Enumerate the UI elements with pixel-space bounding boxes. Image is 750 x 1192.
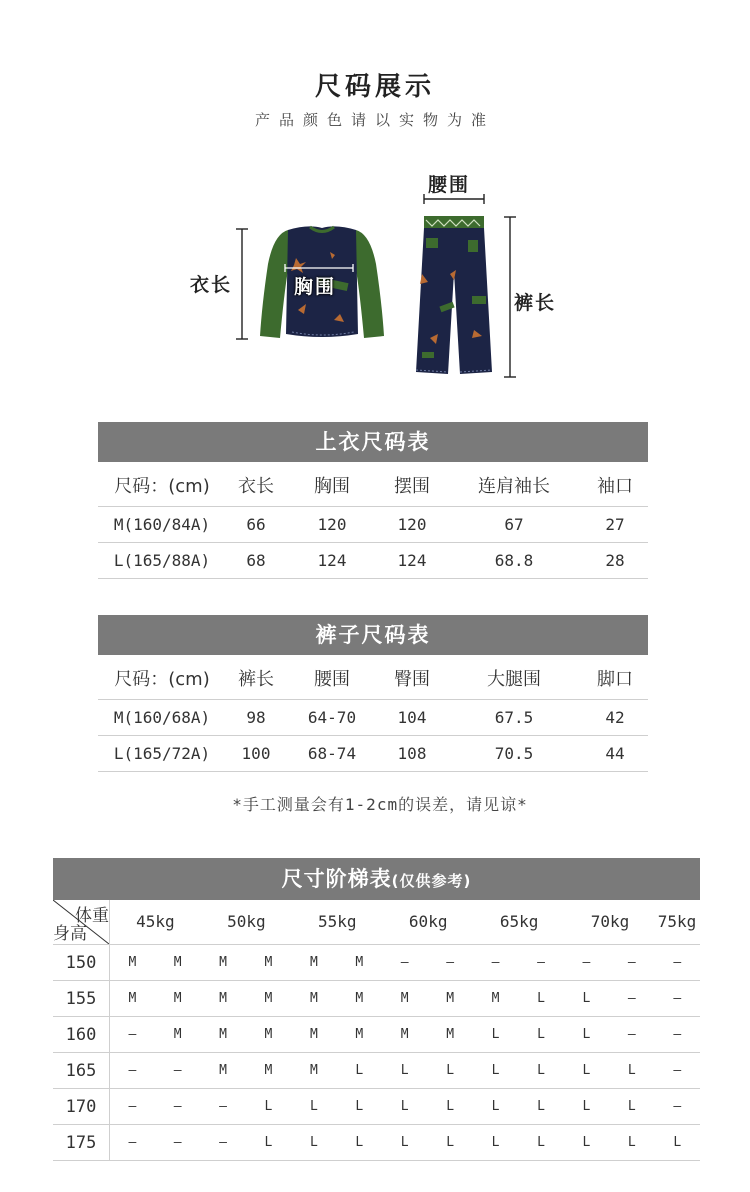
- size-cell: L: [609, 1125, 654, 1161]
- table-cell: 67.5: [446, 700, 582, 736]
- table-row: [98, 507, 648, 543]
- size-cell: M: [291, 1053, 336, 1089]
- page-subtitle: 产品颜色请以实物为准: [254, 111, 495, 129]
- garment-diagram: [0, 160, 750, 390]
- pants-table-title: 裤子尺码表: [98, 615, 648, 655]
- size-cell: M: [155, 981, 200, 1017]
- size-cell: M: [155, 945, 200, 981]
- table-cell: 124: [286, 543, 378, 579]
- size-cell: M: [427, 981, 472, 1017]
- table-cell: 68.8: [446, 543, 582, 579]
- waist-label: 腰围: [428, 174, 471, 196]
- column-header: 大腿围: [446, 657, 582, 700]
- size-cell: L: [609, 1053, 654, 1089]
- height-label: 160: [53, 1017, 109, 1053]
- size-cell: M: [337, 981, 382, 1017]
- table-cell: 44: [582, 736, 648, 772]
- size-cell: M: [246, 981, 291, 1017]
- column-header: 袖口: [582, 464, 648, 507]
- size-cell: –: [109, 1125, 154, 1161]
- size-cell: L: [427, 1125, 472, 1161]
- size-cell: M: [246, 1017, 291, 1053]
- size-cell: L: [246, 1089, 291, 1125]
- size-cell: L: [609, 1089, 654, 1125]
- height-label: 155: [53, 981, 109, 1017]
- column-header: 尺码：(cm): [98, 657, 226, 700]
- size-cell: –: [155, 1053, 200, 1089]
- size-cell: L: [291, 1125, 336, 1161]
- weight-label: 65kg: [499, 912, 539, 931]
- size-cell: M: [427, 1017, 472, 1053]
- table-row: [98, 736, 648, 772]
- table-header-row: [98, 657, 648, 700]
- table-cell: L(165/72A): [98, 736, 226, 772]
- table-cell: 108: [378, 736, 446, 772]
- size-cell: L: [473, 1125, 518, 1161]
- weight-header-row: [53, 900, 700, 945]
- table-row: [53, 1125, 700, 1161]
- table-cell: M(160/84A): [98, 507, 226, 543]
- size-cell: M: [246, 1053, 291, 1089]
- size-cell: –: [655, 945, 700, 981]
- top-table-title: 上衣尺码表: [98, 422, 648, 462]
- size-cell: –: [564, 945, 609, 981]
- size-cell: M: [200, 1017, 245, 1053]
- size-cell: –: [200, 1125, 245, 1161]
- measurement-note: *手工测量会有1-2cm的误差，请见谅*: [232, 795, 528, 814]
- table-cell: 64-70: [286, 700, 378, 736]
- size-cell: L: [427, 1053, 472, 1089]
- size-cell: –: [109, 1089, 154, 1125]
- size-cell: L: [564, 1125, 609, 1161]
- top-length-indicator: [232, 228, 252, 340]
- chest-indicator: [283, 264, 355, 272]
- corner-height-label: 身高: [53, 924, 87, 944]
- ladder-title: 尺寸阶梯表: [281, 867, 392, 891]
- size-cell: –: [473, 945, 518, 981]
- weight-label: 55kg: [318, 912, 357, 931]
- table-row: [53, 1017, 700, 1053]
- size-cell: L: [382, 1089, 427, 1125]
- table-cell: 100: [226, 736, 286, 772]
- table-row: [53, 1089, 700, 1125]
- size-cell: L: [518, 981, 563, 1017]
- size-cell: L: [518, 1089, 563, 1125]
- size-cell: M: [291, 981, 336, 1017]
- corner-weight-label: 体重: [74, 906, 109, 926]
- size-cell: –: [655, 1017, 700, 1053]
- table-row: [53, 945, 700, 981]
- table-cell: M(160/68A): [98, 700, 226, 736]
- size-cell: –: [609, 1017, 654, 1053]
- column-header: 尺码：(cm): [98, 464, 226, 507]
- size-cell: M: [337, 1017, 382, 1053]
- top-length-label: 衣长: [190, 274, 233, 296]
- size-cell: L: [564, 1053, 609, 1089]
- column-header: 裤长: [226, 657, 286, 700]
- table-cell: 70.5: [446, 736, 582, 772]
- table-cell: 68: [226, 543, 286, 579]
- size-cell: –: [200, 1089, 245, 1125]
- size-cell: L: [382, 1125, 427, 1161]
- size-cell: M: [155, 1017, 200, 1053]
- size-cell: L: [473, 1089, 518, 1125]
- size-cell: M: [200, 1053, 245, 1089]
- size-cell: –: [427, 945, 472, 981]
- table-row: [98, 700, 648, 736]
- size-cell: M: [337, 945, 382, 981]
- size-cell: L: [337, 1089, 382, 1125]
- size-cell: L: [518, 1017, 563, 1053]
- size-cell: L: [564, 1089, 609, 1125]
- table-cell: 104: [378, 700, 446, 736]
- table-cell: 120: [378, 507, 446, 543]
- size-cell: –: [109, 1053, 154, 1089]
- column-header: 腰围: [286, 657, 378, 700]
- table-cell: 42: [582, 700, 648, 736]
- table-cell: 98: [226, 700, 286, 736]
- table-cell: 68-74: [286, 736, 378, 772]
- table-cell: 67: [446, 507, 582, 543]
- pants-image: [410, 212, 494, 380]
- size-cell: –: [155, 1089, 200, 1125]
- size-cell: M: [473, 981, 518, 1017]
- ladder-title-bar: [53, 858, 700, 900]
- column-header: 臀围: [378, 657, 446, 700]
- size-cell: L: [246, 1125, 291, 1161]
- size-cell: –: [155, 1125, 200, 1161]
- pants-length-label: 裤长: [514, 292, 557, 314]
- page-title: 尺码展示: [314, 72, 435, 102]
- size-cell: L: [337, 1125, 382, 1161]
- size-cell: M: [109, 981, 154, 1017]
- size-cell: M: [291, 945, 336, 981]
- corner-cell: [53, 900, 109, 945]
- weight-label: 45kg: [136, 912, 175, 931]
- size-cell: L: [427, 1089, 472, 1125]
- column-header: 胸围: [286, 464, 378, 507]
- weight-label: 50kg: [227, 912, 266, 931]
- weight-label: 60kg: [408, 912, 448, 931]
- size-cell: L: [291, 1089, 336, 1125]
- table-header-row: [98, 464, 648, 507]
- weight-labels: [109, 900, 700, 945]
- size-ladder-table: [53, 900, 700, 1161]
- size-cell: M: [382, 1017, 427, 1053]
- size-cell: M: [200, 945, 245, 981]
- table-cell: 120: [286, 507, 378, 543]
- size-cell: M: [246, 945, 291, 981]
- size-cell: L: [655, 1125, 700, 1161]
- table-row: [53, 981, 700, 1017]
- weight-label: 75kg: [657, 912, 697, 931]
- size-cell: M: [109, 945, 154, 981]
- height-label: 150: [53, 945, 109, 981]
- height-label: 165: [53, 1053, 109, 1089]
- ladder-title-note: (仅供参考): [391, 872, 472, 890]
- table-cell: 27: [582, 507, 648, 543]
- size-cell: –: [382, 945, 427, 981]
- size-cell: L: [473, 1053, 518, 1089]
- table-row: [53, 1053, 700, 1089]
- size-cell: L: [518, 1053, 563, 1089]
- chest-label: 胸围: [294, 276, 337, 298]
- size-cell: L: [473, 1017, 518, 1053]
- weight-label: 70kg: [590, 912, 630, 931]
- size-cell: M: [291, 1017, 336, 1053]
- table-cell: 66: [226, 507, 286, 543]
- table-cell: 28: [582, 543, 648, 579]
- top-size-table: [98, 464, 648, 579]
- height-label: 170: [53, 1089, 109, 1125]
- size-cell: –: [655, 1089, 700, 1125]
- size-cell: L: [337, 1053, 382, 1089]
- column-header: 衣长: [226, 464, 286, 507]
- height-label: 175: [53, 1125, 109, 1161]
- size-cell: –: [609, 945, 654, 981]
- column-header: 脚口: [582, 657, 648, 700]
- table-row: [98, 543, 648, 579]
- size-cell: –: [655, 1053, 700, 1089]
- size-cell: –: [109, 1017, 154, 1053]
- size-cell: –: [609, 981, 654, 1017]
- size-cell: L: [382, 1053, 427, 1089]
- table-cell: 124: [378, 543, 446, 579]
- pants-size-table: [98, 657, 648, 772]
- size-cell: –: [518, 945, 563, 981]
- size-cell: M: [382, 981, 427, 1017]
- size-cell: L: [564, 1017, 609, 1053]
- size-cell: L: [564, 981, 609, 1017]
- size-cell: –: [655, 981, 700, 1017]
- column-header: 摆围: [378, 464, 446, 507]
- waist-indicator: [422, 194, 486, 204]
- table-cell: L(165/88A): [98, 543, 226, 579]
- column-header: 连肩袖长: [446, 464, 582, 507]
- size-cell: M: [200, 981, 245, 1017]
- size-cell: L: [518, 1125, 563, 1161]
